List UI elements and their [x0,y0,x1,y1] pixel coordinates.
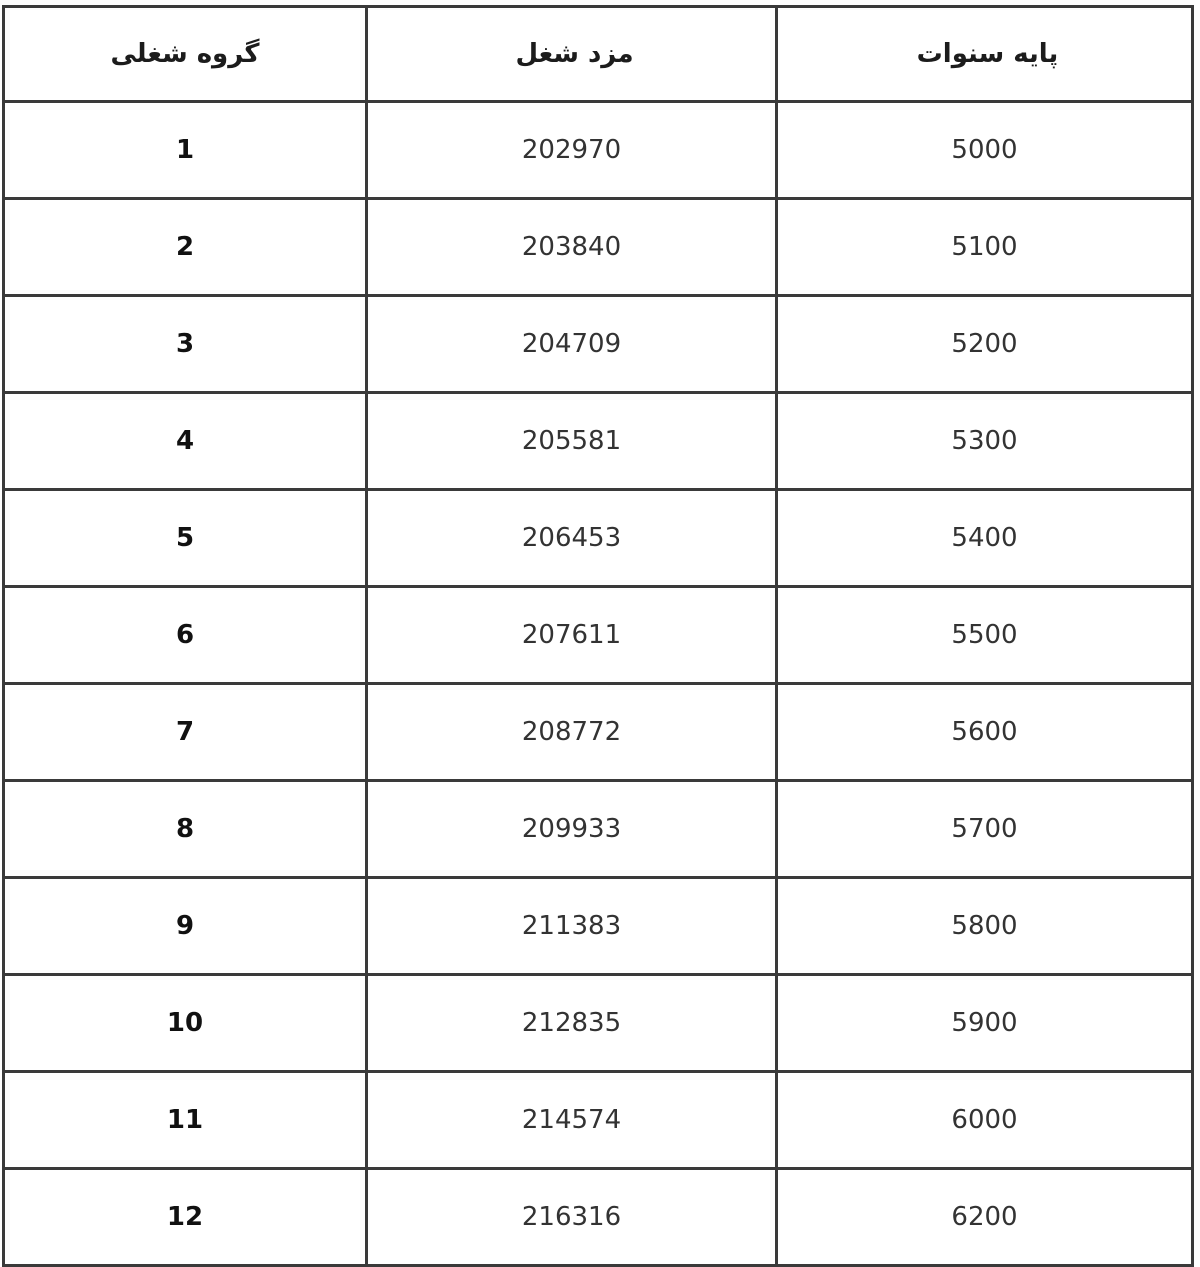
table-row [2,976,1194,1073]
header-row [2,5,1194,103]
table-row [2,879,1194,976]
job-group-cell: 6 [2,588,368,685]
job-group-cell: 3 [2,297,368,394]
job-wage-cell: 208772 [368,685,778,782]
table-body [2,103,1194,1267]
wage-table [2,5,1194,1267]
job-group-cell: 5 [2,491,368,588]
job-wage-cell: 214574 [368,1073,778,1170]
table-row [2,200,1194,297]
job-group-cell: 10 [2,976,368,1073]
seniority-base-cell: 5800 [778,879,1194,976]
job-group-cell: 8 [2,782,368,879]
seniority-base-cell: 5400 [778,491,1194,588]
table-row [2,103,1194,200]
table-row [2,1073,1194,1170]
seniority-base-cell: 5900 [778,976,1194,1073]
job-group-cell: 9 [2,879,368,976]
table-row [2,1170,1194,1267]
seniority-base-cell: 6200 [778,1170,1194,1267]
job-wage-cell: 204709 [368,297,778,394]
seniority-base-cell: 5100 [778,200,1194,297]
header-job-group: گروه شغلی [2,5,368,103]
job-group-cell: 7 [2,685,368,782]
seniority-base-cell: 5200 [778,297,1194,394]
table-row [2,394,1194,491]
header-job-wage: مزد شغل [368,5,778,103]
seniority-base-cell: 6000 [778,1073,1194,1170]
job-wage-cell: 202970 [368,103,778,200]
seniority-base-cell: 5600 [778,685,1194,782]
job-wage-cell: 209933 [368,782,778,879]
job-wage-cell: 205581 [368,394,778,491]
seniority-base-cell: 5500 [778,588,1194,685]
job-group-cell: 1 [2,103,368,200]
job-wage-cell: 211383 [368,879,778,976]
job-wage-cell: 203840 [368,200,778,297]
table-row [2,588,1194,685]
table-header [2,5,1194,103]
table-row [2,491,1194,588]
seniority-base-cell: 5000 [778,103,1194,200]
job-wage-cell: 212835 [368,976,778,1073]
job-wage-cell: 216316 [368,1170,778,1267]
job-group-cell: 12 [2,1170,368,1267]
header-seniority-base: پایه سنوات [778,5,1194,103]
table-row [2,685,1194,782]
seniority-base-cell: 5700 [778,782,1194,879]
job-group-cell: 2 [2,200,368,297]
job-group-cell: 11 [2,1073,368,1170]
job-wage-cell: 207611 [368,588,778,685]
job-group-cell: 4 [2,394,368,491]
table-row [2,297,1194,394]
table-row [2,782,1194,879]
job-wage-cell: 206453 [368,491,778,588]
seniority-base-cell: 5300 [778,394,1194,491]
